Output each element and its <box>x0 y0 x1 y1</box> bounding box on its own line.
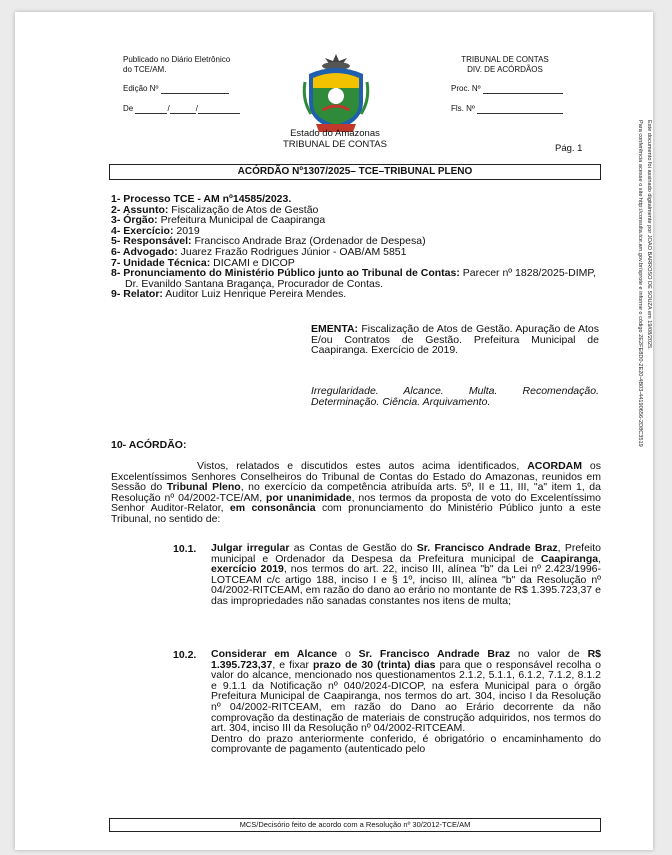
date-field <box>123 104 243 114</box>
state-name: Estado do Amazonas <box>290 128 380 139</box>
item-10-1-number: 10.1. <box>173 543 197 555</box>
item-technical-unit: 7- Unidade Técnica: DICAMI e DICOP <box>111 256 295 269</box>
document-page <box>15 12 653 850</box>
edition-blank <box>161 85 229 94</box>
footer-note: MCS/Decisório feito de acordo com a Resolução nº 30/2012-TCE/AM <box>109 818 601 832</box>
court-division-info <box>445 55 565 114</box>
item-agency: 3- Órgão: Prefeitura Municipal de Caapiranga <box>111 214 326 227</box>
item-10-2-text: Considerar em Alcance o Sr. Francisco Andrade Braz no valor de R$ 1.395.723,37, e fixar prazo de 30 (trinta) dias para que o responsável recolha o valor do alcance, mencionado nos questionamentos 2.1.2, 5.1.1, 6.1.2, 7.1.2, 8.1.2 e 9.1.1 da Notificação nº 040/2024-DICOP, na esfera Municipal para o órgão Prefeitura Municipal de Caapiranga, nos termos do art. 304, inciso I da Resolução nº 04/2002-RITCEAM, em razão do Dano ao Erário decorrente da não comprovação da destinação de materiais de construção adquiridos, nos termos do art. 304, inciso III da Resolução nº 04/2002-RITCEAM. Dentro do prazo anteriormente conferido, é obrigatório o encaminhamento do comprovante de pagamento (autenticado pelo <box>211 648 601 756</box>
item-rapporteur: 9- Relator: Auditor Luiz Henrique Pereira Mendes. <box>111 288 347 301</box>
item-10-2-number: 10.2. <box>173 649 197 661</box>
signature-line: Este documento foi assinado digitalmente por JOAO BARROSO DE SOUZA em 19/08/2025. <box>646 120 652 350</box>
date-separator: / <box>167 104 170 113</box>
item-year: 4- Exercício: 2019 <box>111 224 200 237</box>
pages-field <box>445 104 565 114</box>
item-10-1-text: Julgar irregular as Contas de Gestão do Sr. Francisco Andrade Braz, Prefeito municipal e Ordenador da Despesa da Prefeitura municipal de Caapiranga, exercício 2019, nos termos do art. 22, inciso III, alínea "b" da Lei nº 2.423/1996-LOTCEAM c/c artigo 188, inciso I e § 1º, inciso III, alínea "b" da Resolução nº 04/2002-RITCEAM, em razão do dano ao erário no montante de R$ 1.395.723,37 e das impropriedades não sanadas constantes nos itens de multa; <box>211 542 602 607</box>
edition-label: Edição Nº <box>123 84 159 93</box>
amazonas-crest-logo <box>301 52 371 134</box>
item-process: 1- Processo TCE - AM nº14585/2023. <box>111 193 292 205</box>
ementa-keywords: Irregularidade. Alcance. Multa. Recomendação. Determinação. Ciência. Arquivamento. <box>311 385 599 408</box>
digital-signature-note <box>613 120 653 560</box>
section-heading: 10- ACÓRDÃO: <box>111 439 187 451</box>
day-blank <box>135 104 170 114</box>
division-name: DIV. DE ACÓRDÃOS <box>467 65 543 74</box>
edition-field <box>123 84 243 94</box>
month-blank <box>170 105 196 114</box>
item-responsible: 5- Responsável: Francisco Andrade Braz (Ordenador de Despesa) <box>111 235 426 248</box>
publication-line-2: do TCE/AM. <box>123 65 167 74</box>
date-separator: / <box>195 104 198 113</box>
pages-blank <box>477 105 563 114</box>
ementa-label: EMENTA: <box>311 323 359 335</box>
page-number: Pág. 1 <box>555 143 583 154</box>
publication-line-1: Publicado no Diário Eletrônico <box>123 55 231 64</box>
court-name: TRIBUNAL DE CONTAS <box>461 55 549 64</box>
verification-line: Para conferência acesse o site http://consulta.tce.am.gov.br/sprote e informe o código 2E2FE8D0-2E20-4B03-44190656-2D8C3519 <box>637 120 643 447</box>
item-prosecutor-opinion: 8- Pronunciamento do Ministério Público junto ao Tribunal de Contas: Parecer nº 1828/2025-DIMP, Dr. Evanildo Santana Bragança, Procurador de Contas. <box>111 267 596 290</box>
publication-info <box>123 55 243 114</box>
case-details <box>111 194 601 300</box>
ementa <box>311 324 599 356</box>
tribunal-name: TRIBUNAL DE CONTAS <box>283 139 387 150</box>
process-blank <box>483 85 563 94</box>
pages-label: Fls. Nº <box>451 104 475 113</box>
process-label: Proc. Nº <box>451 84 481 93</box>
institution-name <box>255 128 415 150</box>
date-label: De <box>123 104 134 113</box>
decision-title: ACÓRDÃO Nº1307/2025– TCE–TRIBUNAL PLENO <box>109 164 601 180</box>
decision-intro: Vistos, relatados e discutidos estes autos acima identificados, ACORDAM os Excelentíssimos Senhores Conselheiros do Tribunal de Contas do Estado do Amazonas, reunidos em Sessão do Tribunal Pleno, no exercício da competência atribuída arts. 5º, II e 11, III, "a" item 1, da Resolução nº 04/2002-TCE/AM, por unanimidade, nos termos da proposta de voto do Excelentíssimo Senhor Auditor-Relator, em consonância com pronunciamento do Ministério Público junto a este Tribunal, no sentido de: <box>111 460 601 525</box>
ementa-text: Fiscalização de Atos de Gestão. Apuração de Atos E/ou Contratos de Gestão. Prefeitura Municipal de Caapiranga. Exercício de 2019. <box>311 323 599 356</box>
item-lawyer: 6- Advogado: Juarez Frazão Rodrigues Júnior - OAB/AM 5851 <box>111 245 407 258</box>
year-blank <box>195 104 240 114</box>
process-field <box>445 84 565 94</box>
item-subject: 2- Assunto: Fiscalização de Atos de Gestão <box>111 203 319 216</box>
